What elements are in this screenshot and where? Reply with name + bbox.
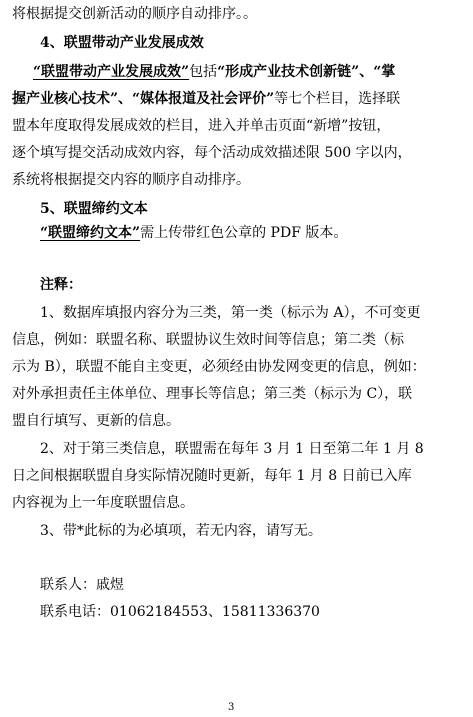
- paragraph-line: [12, 87, 400, 111]
- paragraph-line: 内容视为上一年度联盟信息。: [12, 495, 194, 511]
- paragraph-line: 对外承担责任主体单位、理事长等信息；第三类（标示为 C），联: [12, 386, 413, 402]
- page-number: 3: [228, 702, 235, 713]
- paragraph-line: 盟自行填写、更新的信息。: [12, 413, 180, 429]
- contact-name: 联系人：戚煜: [40, 577, 124, 593]
- emphasis-text: 握产业核心技术”、“媒体报道及社会评价”: [12, 91, 275, 107]
- paragraph-line: 示为 B），联盟不能自主变更，必须经由协发网变更的信息，例如：: [12, 359, 426, 375]
- section-heading-5: 5、联盟缔约文本: [40, 201, 148, 217]
- notes-heading: 注释：: [40, 277, 82, 293]
- paragraph-line: 1、数据库填报内容分为三类，第一类（标示为 A），不可变更: [40, 305, 421, 321]
- paragraph-line: 日之间根据联盟自身实际情况随时更新，每年 1 月 8 日前已入库: [12, 468, 412, 484]
- paragraph-line: 盟本年度取得发展成效的栏目，进入并单击页面“新增”按钮，: [12, 118, 391, 134]
- paragraph-line: [40, 221, 347, 245]
- plain-text: 需上传带红色公章的 PDF 版本。: [140, 225, 348, 241]
- paragraph-line: 将根据提交创新活动的顺序自动排序。。: [12, 6, 257, 22]
- paragraph-line: [33, 60, 395, 84]
- paragraph-line: 系统将根据提交内容的顺序自动排序。: [12, 172, 250, 188]
- plain-text: 等七个栏目，选择联: [274, 91, 401, 107]
- emphasis-text: “联盟带动产业发展成效”: [33, 64, 190, 80]
- contact-phone: 联系电话：01062184553、15811336370: [40, 604, 320, 620]
- paragraph-line: 2、对于第三类信息，联盟需在每年 3 月 1 日至第二年 1 月 8: [40, 441, 424, 457]
- section-heading-4: 4、联盟带动产业发展成效: [40, 35, 204, 51]
- paragraph-line: 3、带*此标的为必填项，若无内容，请写无。: [40, 523, 322, 539]
- paragraph-line: 逐个填写提交活动成效内容，每个活动成效描述限 500 字以内，: [12, 145, 412, 161]
- emphasis-text: “形成产业技术创新链”、“掌: [217, 64, 396, 80]
- paragraph-line: 信息，例如：联盟名称、联盟协议生效时间等信息；第二类（标: [12, 332, 404, 348]
- emphasis-text: “联盟缔约文本”: [40, 225, 141, 241]
- plain-text: 包括: [189, 64, 218, 80]
